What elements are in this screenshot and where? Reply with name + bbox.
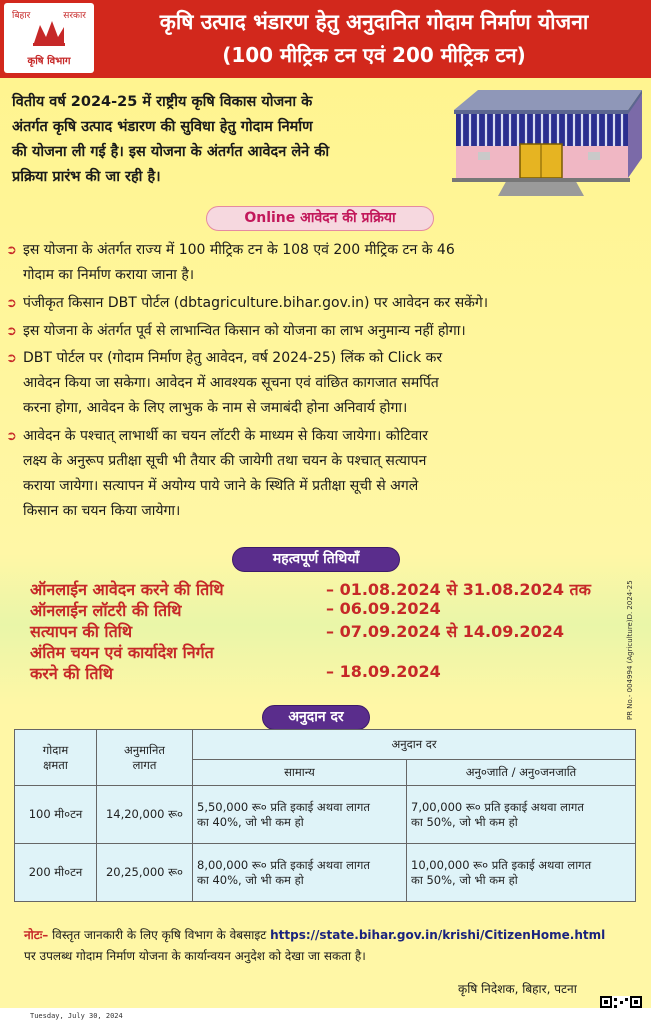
header-banner	[0, 0, 651, 78]
capacity-header: गोदाम क्षमता	[15, 730, 97, 786]
bullet-text-line: DBT पोर्टल पर (गोदाम निर्माण हेतु आवेदन, वर्ष 2024-25) लिंक को Click कर	[23, 350, 443, 366]
date-row	[30, 641, 630, 662]
bullet-text-line: पंजीकृत किसान DBT पोर्टल (dbtagriculture.bihar.gov.in) पर आवेदन कर सकेंगे।	[23, 295, 489, 311]
bullet-arrow-icon: ➲	[6, 351, 17, 366]
note-block	[24, 925, 644, 967]
date-row	[30, 620, 630, 641]
process-bullet	[6, 346, 646, 421]
general-grant-cell: 8,00,000 रू० प्रति इकाई अथवा लागत का 40%, जो भी कम हो	[193, 844, 407, 902]
date-value: – 18.09.2024	[326, 662, 441, 681]
logo-left-text: बिहार	[12, 11, 31, 21]
date-row	[30, 578, 630, 599]
note-line	[24, 925, 644, 946]
note-line: पर उपलब्ध गोदाम निर्माण योजना के कार्यान्वयन अनुदेश को देखा जा सकता है।	[24, 949, 366, 963]
bullet-text-line: किसान का चयन किया जायेगा।	[23, 503, 181, 519]
bullet-text-line: गोदाम का निर्माण कराया जाना है।	[23, 267, 195, 283]
date-value: – 06.09.2024	[326, 599, 441, 618]
bullet-arrow-icon: ➲	[6, 296, 17, 311]
website-link[interactable]: https://state.bihar.gov.in/krishi/CitizenHome.html	[270, 928, 606, 942]
bullet-text-line: करना होगा, आवेदन के लिए लाभुक के नाम से जमाबंदी होना अनिवार्य होगा।	[23, 400, 408, 416]
bullet-text-line: इस योजना के अंतर्गत पूर्व से लाभान्वित किसान को योजना का लाभ अनुमान्य नहीं होगा।	[23, 323, 466, 339]
process-bullet	[6, 291, 646, 316]
footer-date: Tuesday, July 30, 2024	[30, 1012, 123, 1020]
bullet-arrow-icon: ➲	[6, 243, 17, 258]
capacity-cell: 100 मी०टन	[15, 786, 97, 844]
process-bullet	[6, 238, 646, 288]
bullet-text-line: लक्ष्य के अनुरूप प्रतीक्षा सूची भी तैयार की जायेगी तथा चयन के पश्चात् सत्यापन	[23, 453, 427, 469]
bullet-arrow-icon: ➲	[6, 429, 17, 444]
agriculture-department-logo	[4, 3, 94, 73]
bullet-text-line: कराया जायेगा। सत्यापन में अयोग्य पाये जाने के स्थिति में प्रतीक्षा सूची से अगले	[23, 478, 419, 494]
qr-code-icon	[600, 996, 642, 1008]
table-row	[15, 786, 636, 844]
sc-st-grant-cell: 7,00,000 रू० प्रति इकाई अथवा लागत का 50%, जो भी कम हो	[407, 786, 636, 844]
general-grant-cell: 5,50,000 रू० प्रति इकाई अथवा लागत का 40%, जो भी कम हो	[193, 786, 407, 844]
grant-rate-heading: अनुदान दर	[262, 705, 370, 730]
intro-line: प्रक्रिया प्रारंभ की जा रही है।	[12, 169, 161, 185]
important-dates-heading: महत्वपूर्ण तिथियाँ	[232, 547, 400, 572]
process-bullet	[6, 319, 646, 344]
important-dates-list	[30, 578, 630, 683]
online-process-heading: Online आवेदन की प्रक्रिया	[206, 206, 434, 231]
bihar-emblem-icon	[30, 17, 68, 47]
general-category-header: सामान्य	[193, 760, 407, 786]
date-label: सत्यापन की तिथि	[30, 622, 133, 641]
intro-line: की योजना ली गई है। इस योजना के अंतर्गत आवेदन लेने की	[12, 144, 330, 160]
capacity-cell: 200 मी०टन	[15, 844, 97, 902]
logo-right-text: सरकार	[63, 11, 86, 21]
date-value: – 07.09.2024 से 14.09.2024	[326, 622, 564, 641]
date-label: करने की तिथि	[30, 664, 113, 683]
date-label: ऑनलाईन लॉटरी की तिथि	[30, 601, 182, 620]
bullet-text-line: आवेदन के पश्चात् लाभार्थी का चयन लॉटरी के माध्यम से किया जायेगा। कोटिवार	[23, 428, 428, 444]
table-row	[15, 844, 636, 902]
intro-line: वितीय वर्ष 2024-25 में राष्ट्रीय कृषि विकास योजना के	[12, 94, 313, 110]
sc-st-category-header: अनु०जाति / अनु०जनजाति	[407, 760, 636, 786]
page-title: कृषि उत्पाद भंडारण हेतु अनुदानित गोदाम निर्माण योजना	[159, 10, 589, 34]
page-subtitle: (100 मीट्रिक टन एवं 200 मीट्रिक टन)	[222, 43, 526, 67]
bullet-text-line: आवेदन किया जा सकेगा। आवेदन में आवश्यक सूचना एवं वांछित कागजात समर्पित	[23, 375, 439, 391]
date-row	[30, 662, 630, 683]
date-label: अंतिम चयन एवं कार्यादेश निर्गत	[30, 643, 214, 662]
cost-cell: 14,20,000 रू०	[97, 786, 193, 844]
pr-number: PR No.- 004994 (Agriculture)D. 2024-25	[626, 580, 634, 720]
grant-rate-table	[14, 729, 636, 902]
issuer-signature: कृषि निदेशक, बिहार, पटना	[458, 982, 577, 996]
sc-st-grant-cell: 10,00,000 रू० प्रति इकाई अथवा लागत का 50%, जो भी कम हो	[407, 844, 636, 902]
cost-cell: 20,25,000 रू०	[97, 844, 193, 902]
intro-line: अंतर्गत कृषि उत्पाद भंडारण की सुविधा हेतु गोदाम निर्माण	[12, 119, 313, 135]
cost-header: अनुमानित लागत	[97, 730, 193, 786]
note-label: नोटः–	[24, 928, 49, 942]
grant-header: अनुदान दर	[193, 730, 636, 760]
intro-paragraph	[12, 90, 452, 190]
table-header-row	[15, 730, 636, 760]
date-row	[30, 599, 630, 620]
bullet-text-line: इस योजना के अंतर्गत राज्य में 100 मीट्रिक टन के 108 एवं 200 मीट्रिक टन के 46	[23, 242, 455, 258]
bullet-arrow-icon: ➲	[6, 324, 17, 339]
note-text: विस्तृत जानकारी के लिए कृषि विभाग के वेबसाइट	[52, 928, 267, 942]
warehouse-illustration	[448, 86, 646, 198]
logo-department-text: कृषि विभाग	[27, 56, 71, 67]
date-value: – 01.08.2024 से 31.08.2024 तक	[326, 580, 591, 599]
process-bullet	[6, 424, 646, 524]
date-label: ऑनलाईन आवेदन करने की तिथि	[30, 580, 224, 599]
